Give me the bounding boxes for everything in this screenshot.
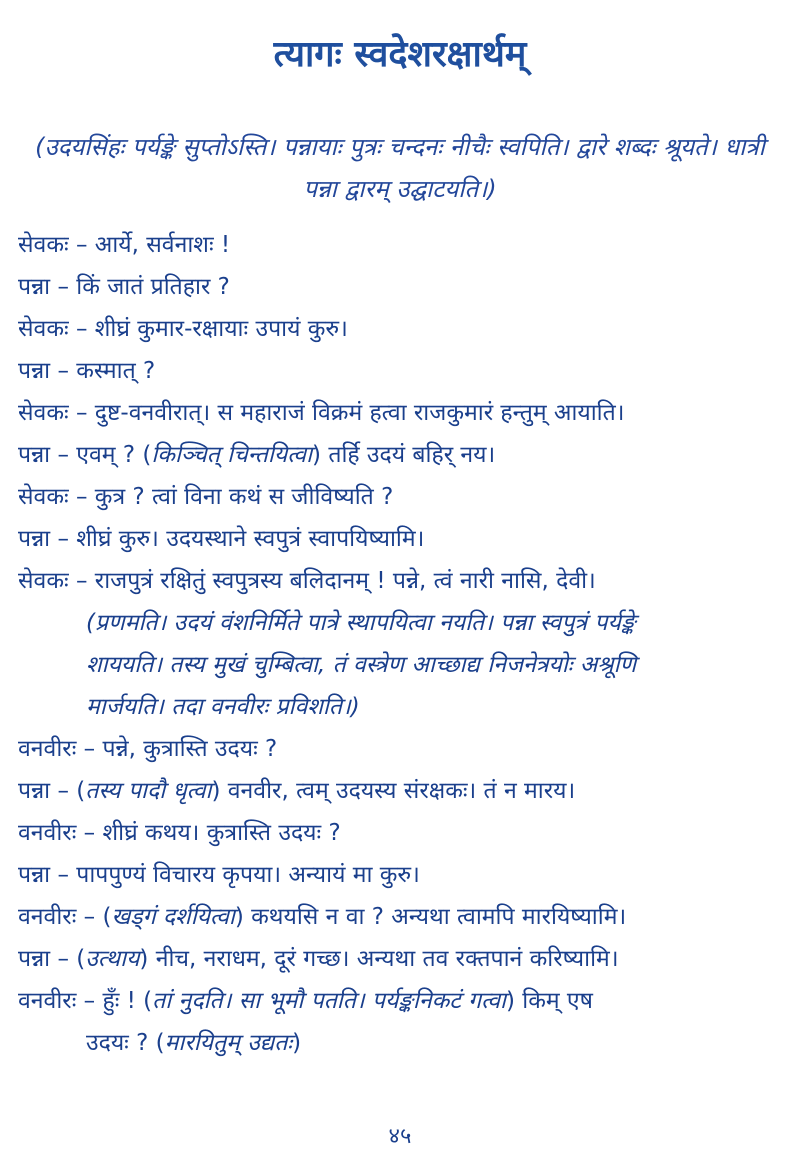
dialogue-line xyxy=(18,770,788,812)
page-number: ४५ xyxy=(388,1124,412,1149)
speaker-name: वनवीरः – xyxy=(18,820,103,846)
dialogue-line xyxy=(18,476,788,518)
dialogue-line xyxy=(18,308,788,350)
dialogue-text: आर्ये, सर्वनाशः ! xyxy=(94,232,231,258)
dialogue-text: ) तर्हि उदयं बहिर् नय। xyxy=(312,442,496,468)
dialogue-line xyxy=(18,392,788,434)
dialogue-text: पन्ने, कुत्रास्ति उदयः ? xyxy=(102,736,278,762)
stage-direction-inline: किञ्चित् चिन्तयित्वा xyxy=(151,442,313,468)
opening-stage-direction: (उदयसिंहः पर्यङ्के सुप्तोऽस्ति। पन्नायाः पुत्रः चन्दनः नीचैः स्वपिति। द्वारे शब्दः श्रूयते। धात्री पन्ना द्वारम् उद्घाटयति।) xyxy=(35,133,765,203)
speaker-name: सेवकः – xyxy=(18,232,95,258)
stage-direction-text: शाययति। तस्य मुखं चुम्बित्वा, तं वस्त्रेण आच्छाद्य निजनेत्रयोः अश्रूणि xyxy=(86,652,637,678)
dialogue-text: ( xyxy=(76,778,86,804)
dialogue-line xyxy=(18,812,788,854)
dialogue-text: ) xyxy=(292,1030,302,1056)
chapter-title: त्यागः स्वदेशरक्षार्थम् xyxy=(273,34,527,75)
speaker-name: पन्ना – xyxy=(18,526,77,552)
stage-direction-text: (प्रणमति। उदयं वंशनिर्मिते पात्रे स्थापयित्वा नयति। पन्ना स्वपुत्रं पर्यङ्के xyxy=(86,610,636,636)
dialogue-text: शीघ्रं कुमार-रक्षायाः उपायं कुरु। xyxy=(94,316,348,342)
stage-direction-inline: तां नुदति। सा भूमौ पतति। पर्यङ्कनिकटं गत्वा xyxy=(152,988,506,1014)
speaker-name: सेवकः – xyxy=(18,400,95,426)
dialogue-text: किं जातं प्रतिहार ? xyxy=(76,274,230,300)
speaker-name: वनवीरः – xyxy=(18,988,103,1014)
dialogue-text: दुष्ट-वनवीरात्। स महाराजं विक्रमं हत्वा राजकुमारं हन्तुम् आयाति। xyxy=(94,400,625,426)
dialogue-text: ( xyxy=(76,946,86,972)
dialogue-text: राजपुत्रं रक्षितुं स्वपुत्रस्य बलिदानम् ! पन्ने, त्वं नारी नासि, देवी। xyxy=(94,568,596,594)
speaker-name: सेवकः – xyxy=(18,484,95,510)
dialogue-text: हुँः ! ( xyxy=(102,988,153,1014)
dialogue-text: उदयः ? ( xyxy=(86,1030,165,1056)
dialogue-line xyxy=(18,728,788,770)
dialogue-line xyxy=(18,1022,788,1064)
dialogue-text: एवम् ? ( xyxy=(76,442,152,468)
stage-direction-inline: खड्गं दर्शयित्वा xyxy=(111,904,235,930)
speaker-name: पन्ना – xyxy=(18,358,77,384)
dialogue-line xyxy=(18,854,788,896)
dialogue-text: ) नीच, नराधम, दूरं गच्छ। अन्यथा तव रक्तपानं करिष्यामि। xyxy=(139,946,619,972)
speaker-name: पन्ना – xyxy=(18,946,77,972)
stage-direction-inline: मारयितुम् उद्यतः xyxy=(164,1030,293,1056)
dialogue-line xyxy=(18,938,788,980)
dialogue-line xyxy=(18,980,788,1022)
dialogue-text: ) किम् एष xyxy=(505,988,593,1014)
speaker-name: वनवीरः – xyxy=(18,904,103,930)
dialogue-text: कुत्र ? त्वां विना कथं स जीविष्यति ? xyxy=(94,484,394,510)
dialogue-text: शीघ्रं कथय। कुत्रास्ति उदयः ? xyxy=(102,820,341,846)
stage-direction-inline: उत्थाय xyxy=(85,946,140,972)
dialogue-text: पापपुण्यं विचारय कृपया। अन्यायं मा कुरु। xyxy=(76,862,420,888)
stage-direction-text: मार्जयति। तदा वनवीरः प्रविशति।) xyxy=(86,694,360,720)
dialogue-line xyxy=(18,434,788,476)
speaker-name: पन्ना – xyxy=(18,442,77,468)
dialogue-text: ( xyxy=(102,904,112,930)
speaker-name: सेवकः – xyxy=(18,316,95,342)
dialogue-line xyxy=(18,896,788,938)
speaker-name: सेवकः – xyxy=(18,568,95,594)
dialogue-text: कस्मात् ? xyxy=(76,358,156,384)
dialogue-text: शीघ्रं कुरु। उदयस्थाने स्वपुत्रं स्वापयिष्यामि। xyxy=(76,526,425,552)
stage-direction-line xyxy=(18,602,788,644)
stage-direction-line xyxy=(18,644,788,686)
dialogue-line xyxy=(18,266,788,308)
dialogue-line xyxy=(18,224,788,266)
speaker-name: पन्ना – xyxy=(18,862,77,888)
dialogue-line xyxy=(18,518,788,560)
speaker-name: पन्ना – xyxy=(18,778,77,804)
dialogue-text: ) वनवीर, त्वम् उदयस्य संरक्षकः। तं न मारय। xyxy=(211,778,576,804)
stage-direction-inline: तस्य पादौ धृत्वा xyxy=(85,778,212,804)
dialogue-text: ) कथयसि न वा ? अन्यथा त्वामपि मारयिष्यामि। xyxy=(234,904,627,930)
speaker-name: वनवीरः – xyxy=(18,736,103,762)
dialogue-line xyxy=(18,350,788,392)
dialogue-line xyxy=(18,560,788,602)
stage-direction-line xyxy=(18,686,788,728)
speaker-name: पन्ना – xyxy=(18,274,77,300)
dialogue-block xyxy=(18,224,788,1064)
